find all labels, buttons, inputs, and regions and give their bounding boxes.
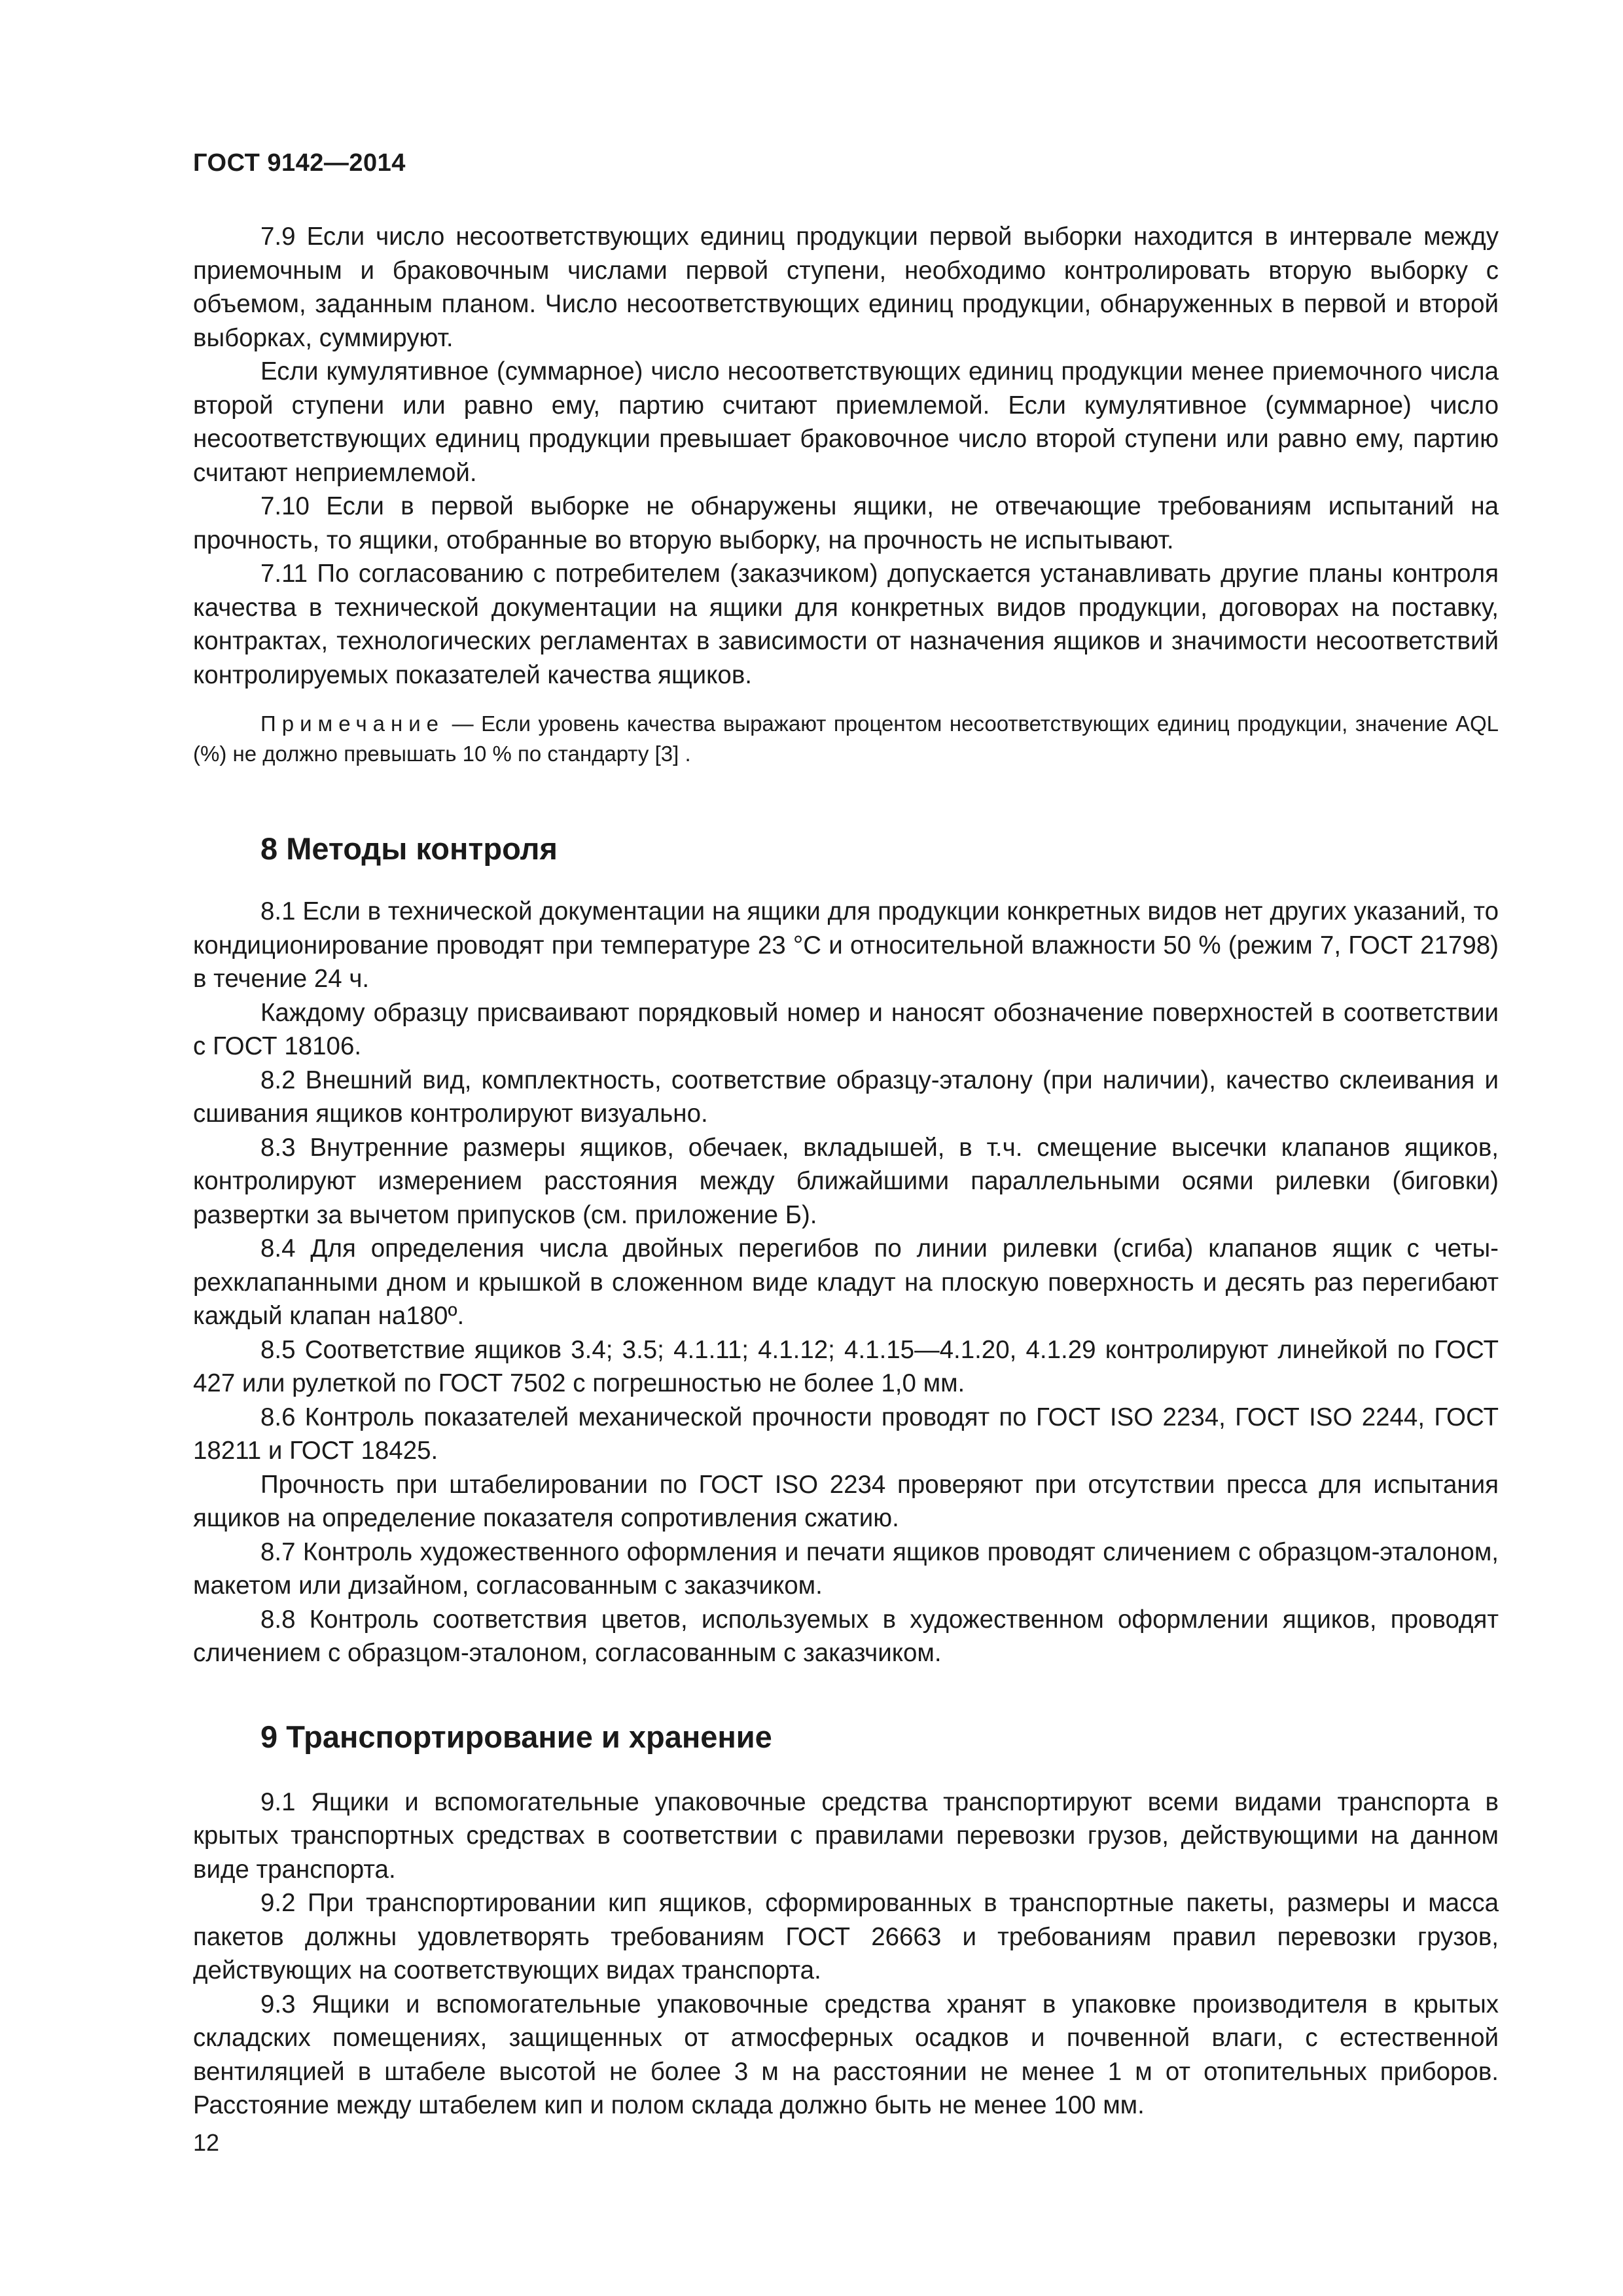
paragraph-7-11: 7.11 По согласованию с потребителем (заказчиком) допускается устанавливать другие планы контроля качества в технической документации на ящики для конкретных видов продукции, договорах на поставку, контрактах, технологических регламентах в зависимости от назначения ящиков и значимости несоответствий контролируемых показателей качества ящиков. [193,560,1499,689]
paragraph-8-1: 8.1 Если в технической документации на ящики для продукции конкретных видов нет других указаний, то кондиционирование проводят при температуре 23 °С и относительной влажности 50 % (режим 7, ГОСТ 21798) в течение 24 ч. [193,897,1499,993]
paragraph-8-1-cont: Каждому образцу присваивают порядковый номер и наносят обозначение поверхностей в соответствии с ГОСТ 18106. [193,998,1499,1060]
paragraph-8-5: 8.5 Соответствие ящиков 3.4; 3.5; 4.1.11; 4.1.12; 4.1.15—4.1.20, 4.1.29 контролируют линейкой по ГОСТ 427 или рулеткой по ГОСТ 7502 с погрешностью не более 1,0 мм. [193,1335,1499,1397]
note-label: Примечание [260,711,445,736]
paragraph-7-9-cont: Если кумулятивное (суммарное) число несоответствующих единиц продукции менее приемочного числа второй ступени или равно ему, партию считают приемлемой. Если кумулятивное (суммарное) число несоответствующих единиц продукции превышает браковочное число второй ступени или равно ему, партию считают неприемлемой. [193,357,1499,487]
note-dash: — [444,711,482,736]
paragraph-9-2: 9.2 При транспортировании кип ящиков, сформированных в транспортные пакеты, размеры и масса пакетов должны удовлетворять требованиям ГОСТ 26663 и требованиям правил перевозки грузов, действующих на соответствующих видах транспорта. [193,1889,1499,1984]
note-text: Если уровень качества выражают процентом несоответствующих единиц продукции, значение AQL (%) не должно превышать 10 % по стандарту [3] . [193,711,1499,766]
paragraph-8-7: 8.7 Контроль художественного оформления и печати ящиков проводят сличением с образцом-эталоном, макетом или дизайном, согласованным с заказчиком. [193,1537,1499,1600]
paragraph-8-6-cont: Прочность при штабелировании по ГОСТ ISO 2234 проверяют при отсутствии пресса для испытания ящиков на определение показателя сопротивления сжатию. [193,1470,1499,1532]
paragraph-8-3: 8.3 Внутренние размеры ящиков, обечаек, вкладышей, в т.ч. смещение высечки клапанов ящиков, контролируют измерением расстояния между ближайшими параллельными осями рилевки (биговки) развертки за вычетом припусков (см. приложение Б). [193,1133,1499,1229]
paragraph-7-10: 7.10 Если в первой выборке не обнаружены ящики, не отвечающие требованиям испытаний на прочность, то ящики, отобранные во вторую выборку, на прочность не испытывают. [193,492,1499,554]
paragraph-9-1: 9.1 Ящики и вспомогательные упаковочные средства транспортируют всеми видами транспорта в крытых транспортных средствах в соответствии с правилами перевозки грузов, действующими на данном виде транспорта. [193,1787,1499,1884]
paragraph-8-8: 8.8 Контроль соответствия цветов, используемых в художественном оформлении ящиков, проводят сличением с образцом-эталоном, согласованным с заказчиком. [193,1605,1499,1667]
paragraph-8-6: 8.6 Контроль показателей механической прочности проводят по ГОСТ ISO 2234, ГОСТ ISO 2244, ГОСТ 18211 и ГОСТ 18425. [193,1403,1499,1465]
page-content [193,220,1499,2123]
section-8-title: 8 Методы контроля [260,831,558,866]
paragraph-8-4: 8.4 Для определения числа двойных перегибов по линии рилевки (сгиба) клапанов ящик с четырехклапанными дном и крышкой в сложенном виде кладут на плоскую поверхность и десять раз перегибают каждый клапан на180º. [193,1234,1499,1330]
page-number: 12 [193,2129,220,2156]
section-9-title: 9 Транспортирование и хранение [260,1719,772,1754]
paragraph-7-9: 7.9 Если число несоответствующих единиц продукции первой выборки находится в интервале между приемочным и браковочным числами первой ступени, необходимо контролировать вторую выборку с объемом, заданным планом. Число несоответствующих единиц продукции, обнаруженных в первой и второй выборках, суммируют. [193,223,1499,352]
paragraph-8-2: 8.2 Внешний вид, комплектность, соответствие образцу-эталону (при наличии), качество склеивания и сшивания ящиков контролируют визуально. [193,1066,1499,1128]
note [193,709,1499,769]
document-header: ГОСТ 9142—2014 [193,149,406,177]
paragraph-9-3: 9.3 Ящики и вспомогательные упаковочные средства хранят в упаковке производителя в крытых складских помещениях, защищенных от атмосферных осадков и почвенной влаги, с естественной вентиляцией в штабеле высотой не более 3 м на расстоянии не менее 1 м от отопительных приборов. Расстояние между штабелем кип и полом склада должно быть не менее 100 мм. [193,1990,1499,2119]
